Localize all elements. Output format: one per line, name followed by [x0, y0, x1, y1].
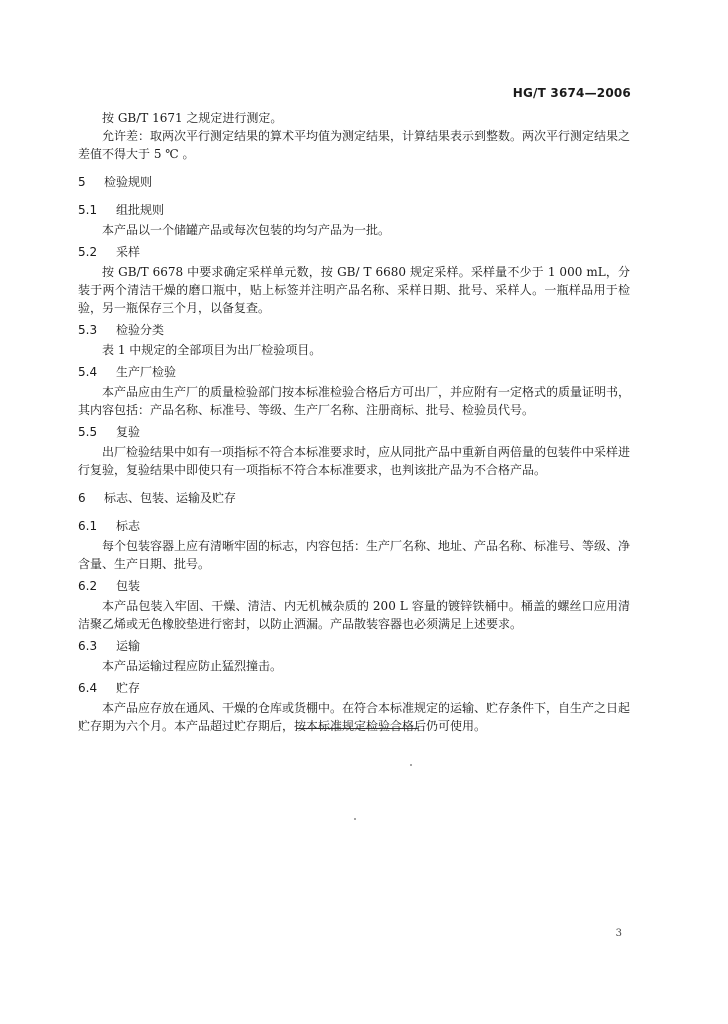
section-title: 检验规则 [104, 175, 153, 189]
section-6-1-text: 每个包装容器上应有清晰牢固的标志，内容包括：生产厂名称、地址、产品名称、标准号、等级、净含量、生产日期、批号。 [78, 539, 631, 571]
clause-number: 5.4 [78, 365, 98, 379]
section-5-1-heading [78, 201, 630, 219]
clause-number: 6.2 [78, 579, 98, 593]
section-6-4-text: 本产品应存放在通风、干燥的仓库或货棚中。在符合本标准规定的运输、贮存条件下，自生产之日起贮存期为六个月。本产品超过贮存期后，按本标准规定检验合格后仍可使用。 [78, 701, 631, 733]
clause-number: 5.5 [78, 425, 98, 439]
section-number: 6 [78, 491, 86, 505]
clause-title: 包装 [116, 579, 141, 593]
section-5-4-text: 本产品应由生产厂的质量检验部门按本标准检验合格后方可出厂，并应附有一定格式的质量证明书，其内容包括：产品名称、标准号、等级、生产厂名称、注册商标、批号、检验员代号。 [78, 385, 631, 417]
clause-title: 采样 [116, 245, 141, 259]
section-6-heading [78, 489, 630, 507]
clause-number: 5.3 [78, 323, 98, 337]
clause-title: 复验 [116, 425, 141, 439]
clause-number: 6.1 [78, 519, 98, 533]
intro-paragraph-method: 按 GB/T 1671 之规定进行测定。 [102, 111, 283, 125]
clause-title: 标志 [116, 519, 141, 533]
section-5-heading [78, 173, 630, 191]
document-body [78, 109, 630, 735]
section-5-2-heading [78, 243, 630, 261]
section-5-3-heading [78, 321, 630, 339]
end-of-document-rule [296, 728, 418, 729]
clause-title: 生产厂检验 [116, 365, 177, 379]
clause-title: 运输 [116, 639, 141, 653]
scan-speck [410, 764, 412, 766]
section-5-4-heading [78, 363, 630, 381]
clause-title: 贮存 [116, 681, 141, 695]
clause-number: 5.2 [78, 245, 98, 259]
section-6-3-heading [78, 637, 630, 655]
section-6-2-text: 本产品包装入牢固、干燥、清洁、内无机械杂质的 200 L 容量的镀锌铁桶中。桶盖的螺丝口应用清洁聚乙烯或无色橡胶垫进行密封，以防止洒漏。产品散装容器也必须满足上述要求。 [78, 599, 630, 631]
section-number: 5 [78, 175, 86, 189]
clause-number: 6.3 [78, 639, 98, 653]
section-5-5-heading [78, 423, 630, 441]
section-5-3-text: 表 1 中规定的全部项目为出厂检验项目。 [102, 343, 322, 357]
clause-number: 5.1 [78, 203, 98, 217]
section-6-2-heading [78, 577, 630, 595]
section-6-3-text: 本产品运输过程应防止猛烈撞击。 [102, 659, 283, 673]
section-6-1-heading [78, 517, 630, 535]
page-number: 3 [615, 928, 622, 939]
section-5-1-text: 本产品以一个储罐产品或每次包装的均匀产品为一批。 [102, 223, 391, 237]
clause-title: 组批规则 [116, 203, 165, 217]
section-title: 标志、包装、运输及贮存 [104, 491, 237, 505]
clause-title: 检验分类 [116, 323, 165, 337]
scan-speck [354, 818, 356, 820]
section-6-4-heading [78, 679, 630, 697]
section-5-2-text: 按 GB/T 6678 中要求确定采样单元数，按 GB/ T 6680 规定采样。采样量不少于 1 000 mL，分装于两个清洁干燥的磨口瓶中，贴上标签并注明产品名称、采样日期、批号、采样人。一瓶样品用于检验，另一瓶保存三个月，以备复查。 [78, 265, 630, 315]
standard-code: HG/T 3674—2006 [512, 86, 631, 100]
clause-number: 6.4 [78, 681, 98, 695]
section-5-5-text: 出厂检验结果中如有一项指标不符合本标准要求时，应从同批产品中重新自两倍量的包装件中采样进行复验，复验结果中即使只有一项指标不符合本标准要求，也判该批产品为不合格产品。 [78, 445, 631, 477]
intro-paragraph-tolerance: 允许差：取两次平行测定结果的算术平均值为测定结果，计算结果表示到整数。两次平行测定结果之差值不得大于 5 ℃ 。 [78, 129, 631, 161]
